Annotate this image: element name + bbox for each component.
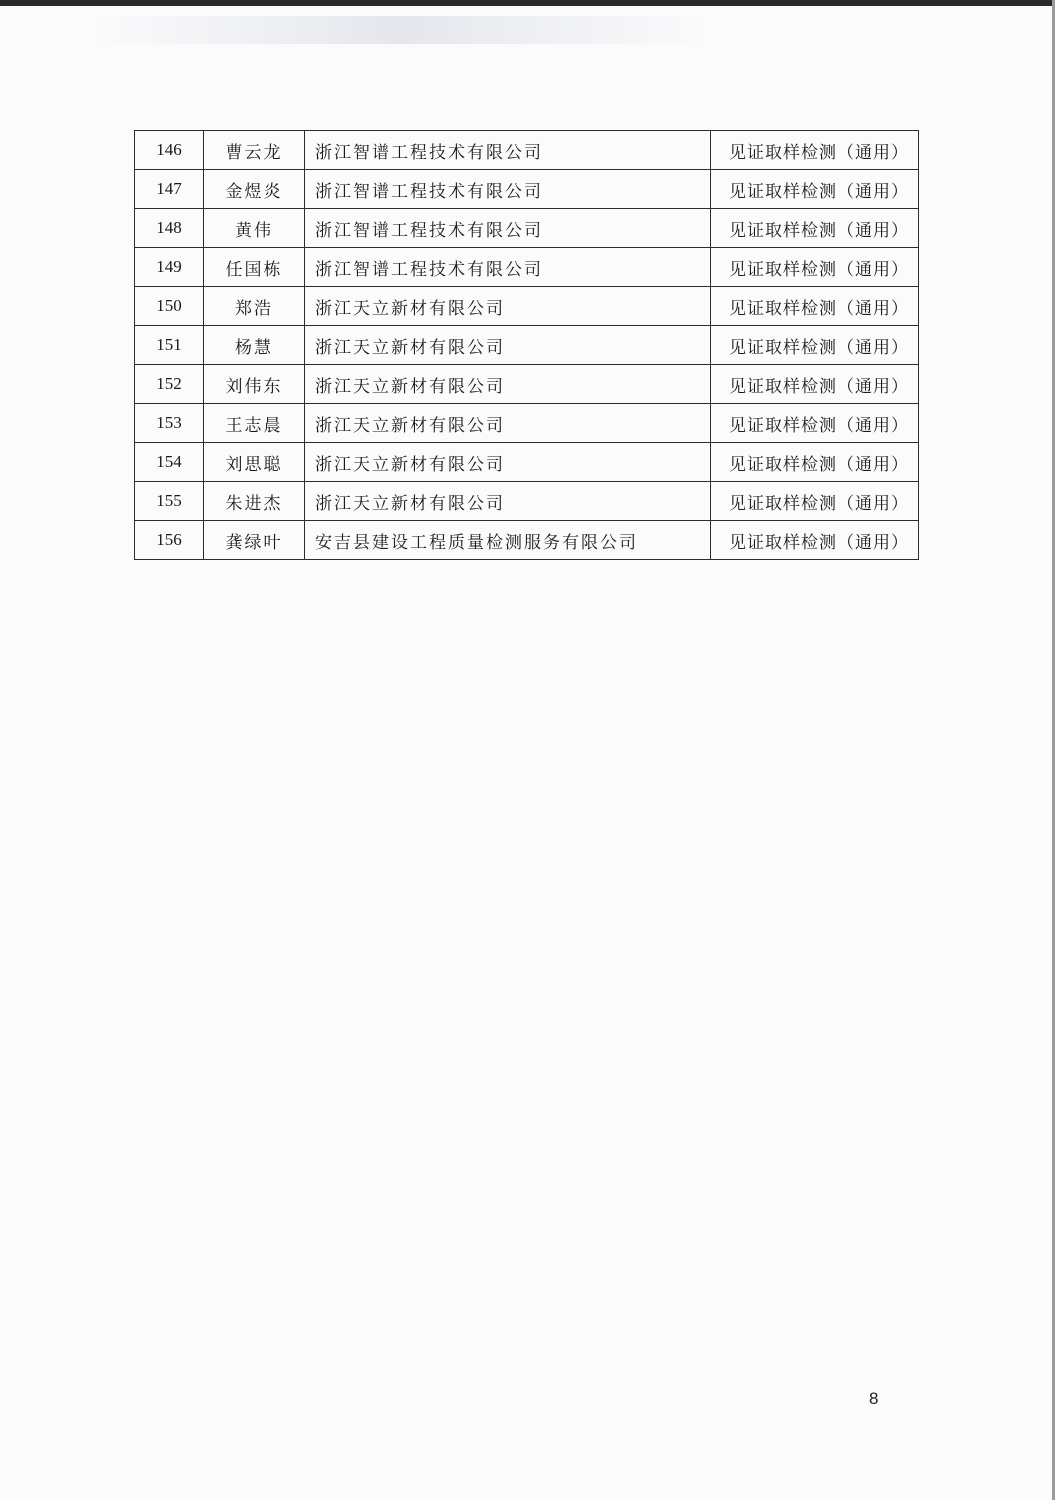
personnel-table-body xyxy=(135,131,919,560)
row-number-cell: 156 xyxy=(135,521,204,560)
row-number-cell: 150 xyxy=(135,287,204,326)
company-name-cell: 浙江天立新材有限公司 xyxy=(305,365,711,404)
company-name-cell: 浙江天立新材有限公司 xyxy=(305,443,711,482)
company-name-cell: 浙江天立新材有限公司 xyxy=(305,326,711,365)
table-row xyxy=(135,209,919,248)
table-row xyxy=(135,443,919,482)
company-name-cell: 安吉县建设工程质量检测服务有限公司 xyxy=(305,521,711,560)
category-cell: 见证取样检测（通用） xyxy=(711,287,919,326)
person-name-cell: 曹云龙 xyxy=(204,131,305,170)
person-name-cell: 杨慧 xyxy=(204,326,305,365)
company-name-cell: 浙江天立新材有限公司 xyxy=(305,404,711,443)
person-name-cell: 郑浩 xyxy=(204,287,305,326)
table-row xyxy=(135,404,919,443)
row-number-cell: 154 xyxy=(135,443,204,482)
person-name-cell: 龚绿叶 xyxy=(204,521,305,560)
row-number-cell: 153 xyxy=(135,404,204,443)
category-cell: 见证取样检测（通用） xyxy=(711,482,919,521)
person-name-cell: 刘伟东 xyxy=(204,365,305,404)
row-number-cell: 149 xyxy=(135,248,204,287)
table-row xyxy=(135,482,919,521)
table-row xyxy=(135,170,919,209)
page-number: 8 xyxy=(869,1389,879,1408)
scan-top-edge xyxy=(0,0,1055,6)
category-cell: 见证取样检测（通用） xyxy=(711,404,919,443)
category-cell: 见证取样检测（通用） xyxy=(711,170,919,209)
person-name-cell: 任国栋 xyxy=(204,248,305,287)
category-cell: 见证取样检测（通用） xyxy=(711,521,919,560)
row-number-cell: 148 xyxy=(135,209,204,248)
table-row xyxy=(135,131,919,170)
category-cell: 见证取样检测（通用） xyxy=(711,209,919,248)
category-cell: 见证取样检测（通用） xyxy=(711,443,919,482)
person-name-cell: 朱进杰 xyxy=(204,482,305,521)
category-cell: 见证取样检测（通用） xyxy=(711,326,919,365)
company-name-cell: 浙江天立新材有限公司 xyxy=(305,482,711,521)
category-cell: 见证取样检测（通用） xyxy=(711,248,919,287)
row-number-cell: 152 xyxy=(135,365,204,404)
table-row xyxy=(135,248,919,287)
company-name-cell: 浙江天立新材有限公司 xyxy=(305,287,711,326)
company-name-cell: 浙江智谱工程技术有限公司 xyxy=(305,248,711,287)
company-name-cell: 浙江智谱工程技术有限公司 xyxy=(305,170,711,209)
table-row xyxy=(135,365,919,404)
table-row xyxy=(135,521,919,560)
table-row xyxy=(135,326,919,365)
company-name-cell: 浙江智谱工程技术有限公司 xyxy=(305,209,711,248)
category-cell: 见证取样检测（通用） xyxy=(711,131,919,170)
row-number-cell: 147 xyxy=(135,170,204,209)
person-name-cell: 王志晨 xyxy=(204,404,305,443)
scan-artifact xyxy=(90,16,710,44)
person-name-cell: 金煜炎 xyxy=(204,170,305,209)
category-cell: 见证取样检测（通用） xyxy=(711,365,919,404)
table-row xyxy=(135,287,919,326)
row-number-cell: 151 xyxy=(135,326,204,365)
person-name-cell: 刘思聪 xyxy=(204,443,305,482)
person-name-cell: 黄伟 xyxy=(204,209,305,248)
row-number-cell: 155 xyxy=(135,482,204,521)
company-name-cell: 浙江智谱工程技术有限公司 xyxy=(305,131,711,170)
row-number-cell: 146 xyxy=(135,131,204,170)
personnel-table xyxy=(134,130,919,560)
